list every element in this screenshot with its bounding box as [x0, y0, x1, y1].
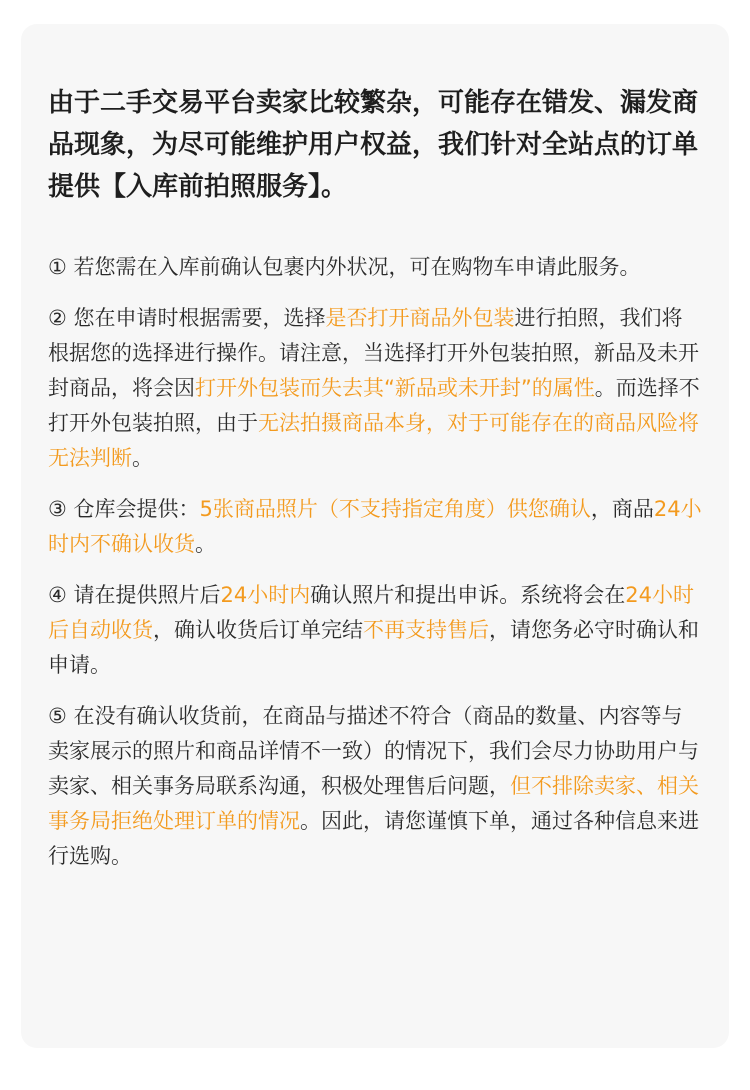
notice-text: ，请您务必守时确认和申请。 [48, 618, 699, 677]
notice-text: ⑤ 在没有确认收货前，在商品与描述不符合（商品的数量、内容等与卖家展示的照片和商品详情不一致）的情况下，我们会尽力协助用户与卖家、相关事务局联系沟通，积极处理售后问题， [48, 704, 699, 798]
notice-item-2 [48, 301, 703, 476]
notice-card [21, 24, 729, 1048]
highlight-text: 不再支持售后 [363, 618, 489, 642]
highlight-text: 24小时后自动收货 [48, 583, 694, 642]
notice-item-3 [48, 492, 703, 562]
highlight-text: 是否打开商品外包装 [325, 306, 515, 330]
notice-text: ③ 仓库会提供： [48, 497, 200, 521]
notice-text: ② 您在申请时根据需要，选择 [48, 306, 326, 330]
notice-item-5 [48, 699, 703, 874]
highlight-text: 24小时内不确认收货 [48, 497, 702, 556]
notice-item-4 [48, 578, 703, 683]
highlight-text: 但不排除卖家、相关事务局拒绝处理订单的情况 [48, 774, 699, 833]
notice-text: 确认照片和提出申诉。系统将会在 [310, 583, 626, 607]
highlight-text: 5张商品照片（不支持指定角度）供您确认 [199, 497, 591, 521]
notice-text: ，确认收货后订单完结 [153, 618, 363, 642]
notice-text: ① 若您需在入库前确认包裹内外状况，可在购物车申请此服务。 [48, 255, 641, 279]
notice-intro: 由于二手交易平台卖家比较繁杂，可能存在错发、漏发商品现象，为尽可能维护用户权益，我们针对全站点的订单提供【入库前拍照服务】。 [48, 88, 699, 202]
notice-text: 。 [195, 532, 216, 556]
notice-text: ④ 请在提供照片后 [48, 583, 221, 607]
notice-text: 进行拍照，我们将根据您的选择进行操作。请注意，当选择打开外包装拍照，新品及未开封商品，将会因 [48, 306, 699, 400]
notice-text: ，商品 [590, 497, 654, 521]
notice-text: 。因此，请您谨慎下单，通过各种信息来进行选购。 [48, 809, 699, 868]
notice-item-1 [48, 250, 703, 285]
highlight-text: 打开外包装而失去其“新品或未开封”的属性 [195, 376, 595, 400]
notice-list [48, 250, 703, 874]
highlight-text: 24小时内 [220, 583, 311, 607]
notice-text: 。 [132, 446, 153, 470]
highlight-text: 无法拍摄商品本身，对于可能存在的商品风险将无法判断 [48, 411, 699, 470]
notice-text: 。而选择不打开外包装拍照，由于 [48, 376, 700, 435]
